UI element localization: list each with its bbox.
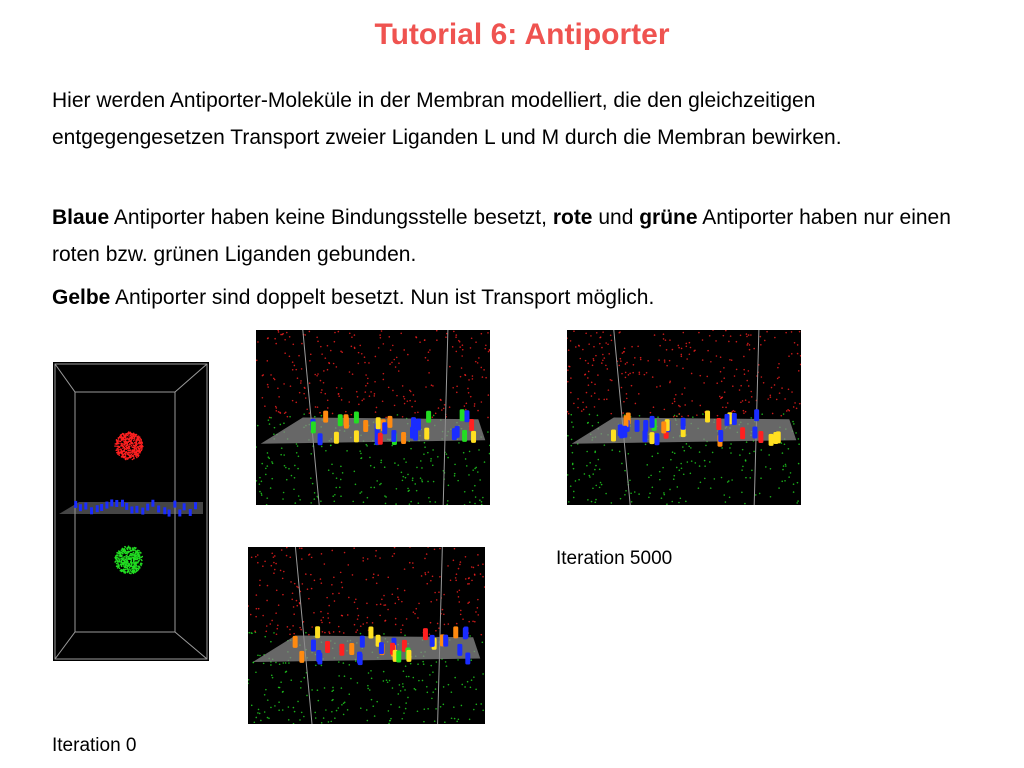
caption-iteration-0: Iteration 0: [52, 735, 137, 756]
membrane-plane: [261, 418, 486, 444]
box-wireframe: [614, 330, 759, 505]
yellow-keyword: Gelbe: [52, 286, 111, 309]
color-legend-paragraph: [52, 199, 992, 273]
red-keyword: rote: [552, 206, 593, 229]
simulation-image-intermediate-2: [248, 547, 485, 724]
simulation-image-intermediate-1: [256, 330, 490, 505]
simulation-image-iteration-0: [53, 362, 209, 661]
yellow-paragraph: [52, 279, 992, 316]
slide-title: Tutorial 6: Antiporter: [374, 18, 670, 51]
caption-iteration-5000: Iteration 5000: [556, 548, 673, 569]
simulation-image-iteration-5000: [567, 330, 801, 505]
blue-keyword: Blaue: [52, 206, 110, 229]
intro-paragraph: Hier werden Antiporter-Moleküle in der Membran modelliert, die den gleichzeitigen entgegengesetzen Transport zweier Liganden L und M durch die Membran bewirken.: [52, 89, 842, 149]
legend-text-c: Antiporter haben nur einen roten bzw. grünen Liganden gebunden.: [52, 206, 951, 266]
green-keyword: grüne: [639, 206, 698, 229]
yellow-text: Antiporter sind doppelt besetzt. Nun ist Transport möglich.: [110, 286, 655, 309]
legend-text-a: Antiporter haben keine Bindungsstelle besetzt,: [109, 206, 553, 229]
legend-text-b: und: [592, 206, 640, 229]
